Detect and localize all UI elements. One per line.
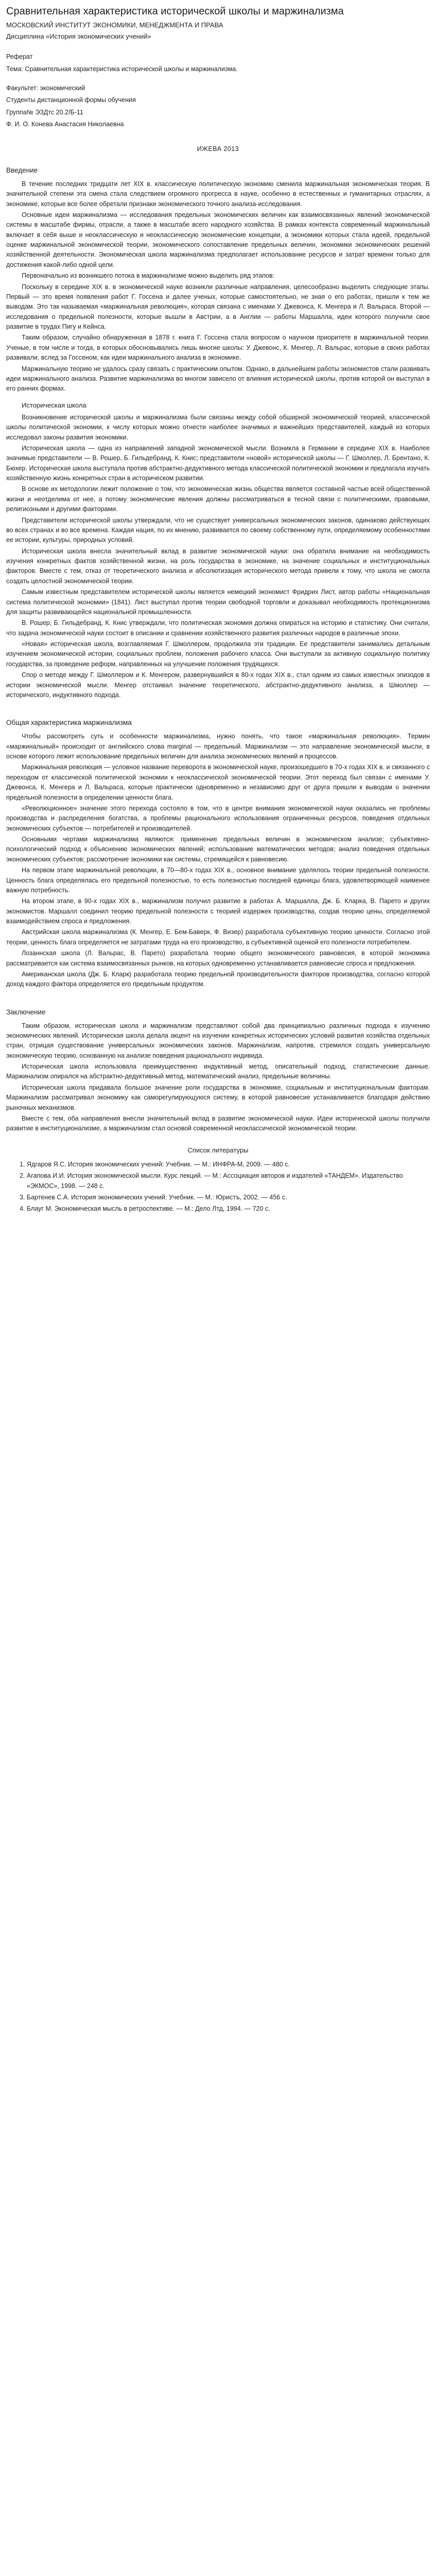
city-year: ИЖЕВА 2013	[197, 145, 239, 152]
historical-school-section	[6, 413, 430, 701]
historical-paragraph: В. Рошер, Б. Гильдебранд, К. Книс утверждали, что политическая экономия должна опираться на историю и статистику. Они считали, что задача экономической науки состоит в описании и сравнении хозяйственного развития различных народов в различные эпохи.	[6, 619, 430, 637]
reference-item: 4. Блауг М. Экономическая мысль в ретроспективе. — М.: Дело Лтд, 1994. — 720 с.	[27, 1204, 430, 1214]
marginalism-paragraph: На втором этапе, в 90-х годах XIX в., маржинализм получил развитие в работах А. Маршалла, Дж. Б. Кларка, В. Парето и других экономистов. Маршалл соединил теорию предельной полезности с теорией издержек производства, создав теорию цены, определяемой взаимодействием спроса и предложения.	[6, 897, 430, 925]
topic-line: Тема: Сравнительная характеристика исторической школы и маржинализма.	[6, 65, 238, 73]
marginalism-paragraph: Чтобы рассмотреть суть и особенности маржинализма, нужно понять, что такое «маржинальная революция». Термин «маржинальный» происходит от английского слова marginal — предельный. Маржинализм — это направление экономической мысли, в основе которого лежит использование предельных величин для анализа экономических явлений и процессов.	[6, 733, 430, 760]
intro-section	[6, 179, 430, 394]
marginalism-paragraph: На первом этапе маржинальной революции, в 70—80-х годах XIX в., основное внимание уделялось теории предельной полезности. Ценность блага определялась его предельной полезностью, то есть полезностью последней единицы блага, удовлетворяющей наименее важную потребность.	[6, 867, 430, 894]
faculty-line: Факультет: экономический	[6, 84, 85, 92]
historical-paragraph: Возникновение исторической школы и маржинализма были связаны между собой обширной экономической теорией, классической школы политической экономии, к числу которых можно отнести наиболее значимых и важнейших представителей, каждый из которых исследовал законы развития экономики.	[6, 413, 430, 441]
section-spacer	[6, 991, 430, 1000]
marginalism-paragraph: Американская школа (Дж. Б. Кларк) разработала теорию предельной производительности факторов производства, согласно которой доход каждого фактора определяется его предельным продуктом.	[6, 970, 430, 988]
marginalism-paragraph: Маржинальная революция — условное название переворота в экономической науке, произошедшего в 70-х годах XIX в. и связанного с переходом от классической политической экономии к неоклассической экономической теории. Этот переход был связан с именами У. Джевонса, К. Менгера и Л. Вальраса, которые практически одновременно и независимо друг от друга пришли к выводам о значении предельной полезности в определении ценности блага.	[6, 764, 430, 801]
conclusion-paragraph: Историческая школа придавала большое значение роли государства в экономике, социальным и институциональным факторам. Маржинализм рассматривал экономику как саморегулирующуюся систему, в которой равновесие устанавливается благодаря действию рыночных механизмов.	[6, 1083, 430, 1111]
discipline-line: Дисциплина «История экономических учений»	[6, 32, 151, 41]
conclusion-paragraph: Историческая школа использовала преимущественно индуктивный метод, описательный подход, статистические данные. Маржинализм опирался на абстрактно-дедуктивный метод, математический анализ, предельные величины.	[6, 1063, 430, 1080]
historical-paragraph: «Новая» историческая школа, возглавляемая Г. Шмоллером, продолжила эти традиции. Ее представители занимались детальным изучением экономической истории, социальных проблем, положения рабочего класса. Они выступали за активную социальную политику государства, за проведение реформ, направленных на улучшение положения трудящихся.	[6, 640, 430, 668]
historical-paragraph: Самым известным представителем исторической школы является немецкий экономист Фридрих Лист, автор работы «Национальная система политической экономии» (1841). Лист выступал против теории свободной торговли и доказывал необходимость протекционизма для защиты развивающейся национальной промышленности.	[6, 588, 430, 616]
intro-paragraph: Поскольку в середине XIX в. в экономической науке возникли различные направления, целесообразно выделить следующие этапы. Первый — это время появления работ Г. Госсена и далее ученых, которые самостоятельно, не зная о его работах, пришли к тем же выводам. Это так называемая «маржинальная революция», которая связана с именами У. Джевонса, К. Менгера и Л. Вальраса. Второй — исследования о предельной полезности, которые вышли в Австрии, а в Англии — работы Маршалла, идеи которого получили свое развитие в трудах Пигу и Кейнса.	[6, 283, 430, 331]
references-list	[6, 1160, 430, 1214]
historical-paragraph: Историческая школа — одна из направлений западной экономической мысли. Возникла в Германии в середине XIX в. Наиболее значимые представители — В. Рошер, Б. Гильдебранд, К. Книс; представители «новой» исторической школы — Г. Шмоллер, Л. Брентано, К. Бюхер. Историческая школа выступала против абстрактно-дедуктивного метода классической политической экономии и предлагала изучать хозяйственную жизнь конкретных стран в историческом развитии.	[6, 444, 430, 482]
historical-paragraph: Историческая школа внесла значительный вклад в развитие экономической науки: она обратила внимание на необходимость изучения конкретных фактов хозяйственной жизни, на роль государства в экономике, на значение социальных и институциональных факторов. Вместе с тем, отказ от теоретического анализа и абсолютизация исторического метода привели к тому, что школа не смогла создать целостной экономической теории.	[6, 547, 430, 585]
marginalism-paragraph: «Революционное» значение этого перехода состояло в том, что в центре внимания экономической науки оказались не проблемы производства и распределения богатства, а проблемы рационального использования ограниченных ресурсов, поведения отдельных экономических субъектов — потребителей и производителей.	[6, 804, 430, 832]
intro-heading: Введение	[6, 166, 38, 174]
conclusion-heading: Заключение	[6, 1008, 46, 1016]
conclusion-paragraph: Вместе с тем, оба направления внесли значительный вклад в развитие экономической науки. Идеи исторической школы получили развитие в институционализме, а маржинализм стал основой современной неоклассической экономической теории.	[6, 1114, 430, 1132]
historical-paragraph: Представители исторической школы утверждали, что не существует универсальных экономических законов, одинаково действующих во всех странах и во все времена. Каждая нация, по их мнению, развивается по своему собственному пути, определяемому особенностями ее истории, культуры, природных условий.	[6, 516, 430, 544]
group-line: Группа№ ЭЗДтс 20.2/Б-11	[6, 108, 83, 116]
marginalism-paragraph: Австрийская школа маржинализма (К. Менгер, Е. Бем-Баверк, Ф. Визер) разработала субъективную теорию ценности. Согласно этой теории, ценность блага определяется не затратами труда на его производство, а субъективной оценкой его полезности потребителем.	[6, 928, 430, 946]
intro-paragraph: В течение последних тридцати лет XIX в. классическую политическую экономию сменила маржинальная экономическая теория. В значительной степени эта смена стала следствием огромного прогресса в науке, особенно в естественных и гуманитарных отраслях, а экономике, которые все более обретали признаки экономического точного анализа-исследования.	[6, 180, 430, 208]
references-heading: Список литературы	[187, 1146, 249, 1154]
conclusion-section	[6, 1021, 430, 1134]
title-meta-block	[6, 52, 430, 129]
document-title: Сравнительная характеристика исторической школы и маржинализма	[6, 6, 344, 17]
intro-paragraph: Основные идеи маржинализма — исследования предельных экономических величин как взаимосвязанных явлений экономической системы в масштабе фирмы, отрасли, а также в масштабе всего народного хозяйства. В рамках контекста современный маржинальный включает в себя выше и неоклассическую и неоклассическую экономические концепции, а экономики которых стала идеей, предельной оценке маржинальной экономической теории, экономического сопоставление предельных величин, экономики экономических решений хозяйственной деятельности. Экономическая школа маржинализма предполагает использование ресурсов и затрат времени только для достижения какой-либо одной цели.	[6, 211, 430, 268]
intro-paragraph: Таким образом, случайно обнаруженная в 1878 г. книга Г. Госсена стала вопросом о научном приоритете в маржинальной теории. Ученые, в том числе и тогда, в которых обосновывались лишь многие школы: У. Джевонс, К. Менгер, Л. Вальрас, которые в своих работах развивали, вслед за Госсеном, как идеи маржинального анализа в экономике.	[6, 334, 430, 362]
marginalism-heading: Общая характеристика маржинализма	[6, 719, 132, 727]
historical-paragraph: В основе их методологии лежит положение о том, что экономическая жизнь общества является составной частью всей общественной жизни и неотделима от нее, а потому экономические явления должны рассматриваться в тесной связи с политическими, правовыми, религиозными и другими факторами.	[6, 485, 430, 513]
marginalism-paragraph: Основными чертами маржинализма являются: применение предельных величин в экономическом анализе; субъективно-психологический подход к объяснению экономических явлений; использование математических методов; анализ поведения отдельных экономических субъектов; рассмотрение экономики как системы, стремящейся к равновесию.	[6, 836, 430, 863]
intro-paragraph: Маржинальную теорию не удалось сразу связать с практическим опытом. Однако, в дальнейшем работы экономистов стали развивать идеи маржинального анализа. Развитие маржинализма во многом зависело от влияния исторической школы, против которой он выступал в его ранних формах.	[6, 365, 430, 393]
institute-name: МОСКОВСКИЙ ИНСТИТУТ ЭКОНОМИКИ, МЕНЕДЖМЕНТА И ПРАВА	[6, 21, 223, 29]
intro-paragraph: Первоначально из возникшего потока в маржинализме можно выделить ряд этапов:	[22, 272, 275, 280]
conclusion-paragraph: Таким образом, историческая школа и маржинализм представляют собой два принципиально различных подхода к изучению экономических явлений. Историческая школа делала акцент на изучении конкретных исторических условий развития хозяйства отдельных стран, отрицая существование универсальных экономических законов. Маржинализм, напротив, стремился создать универсальную экономическую теорию, основанную на анализе поведения рационального индивида.	[6, 1022, 430, 1059]
marginalism-paragraph: Лозаннская школа (Л. Вальрас, В. Парето) разработала теорию общего экономического равновесия, в которой экономика рассматривается как система взаимосвязанных рынков, на которых одновременно устанавливается равновесие спроса и предложения.	[6, 950, 430, 967]
historical-paragraph: Спор о методе между Г. Шмоллером и К. Менгером, развернувшийся в 80-х годах XIX в., стал одним из самых известных эпизодов в истории экономической мысли. Менгер отстаивал значение теоретического, абстрактно-дедуктивного анализа, а Шмоллер — исторического, индуктивного подхода.	[6, 671, 430, 699]
reference-item: 1. Ядгаров Я.С. История экономических учений: Учебник. — М.: ИНФРА-М, 2009. — 480 с.	[27, 1160, 430, 1170]
work-type: Реферат	[6, 53, 33, 61]
section-spacer	[6, 701, 430, 710]
reference-item: 2. Агапова И.И. История экономической мысли. Курс лекций. — М.: Ассоциация авторов и издателей «ТАНДЕМ». Издательство «ЭКМОС», 1998. — 248 с.	[27, 1171, 430, 1191]
student-line: Ф. И. О. Конева Анастасия Николаевна	[6, 121, 124, 128]
marginalism-section	[6, 732, 430, 989]
historical-school-heading: Историческая школа	[22, 401, 86, 409]
reference-item: 3. Бартенев С.А. История экономических учений: Учебник. — М.: Юристъ, 2002. — 456 с.	[27, 1193, 430, 1202]
study-form-line: Студенты дистанционной формы обучения	[6, 96, 136, 104]
